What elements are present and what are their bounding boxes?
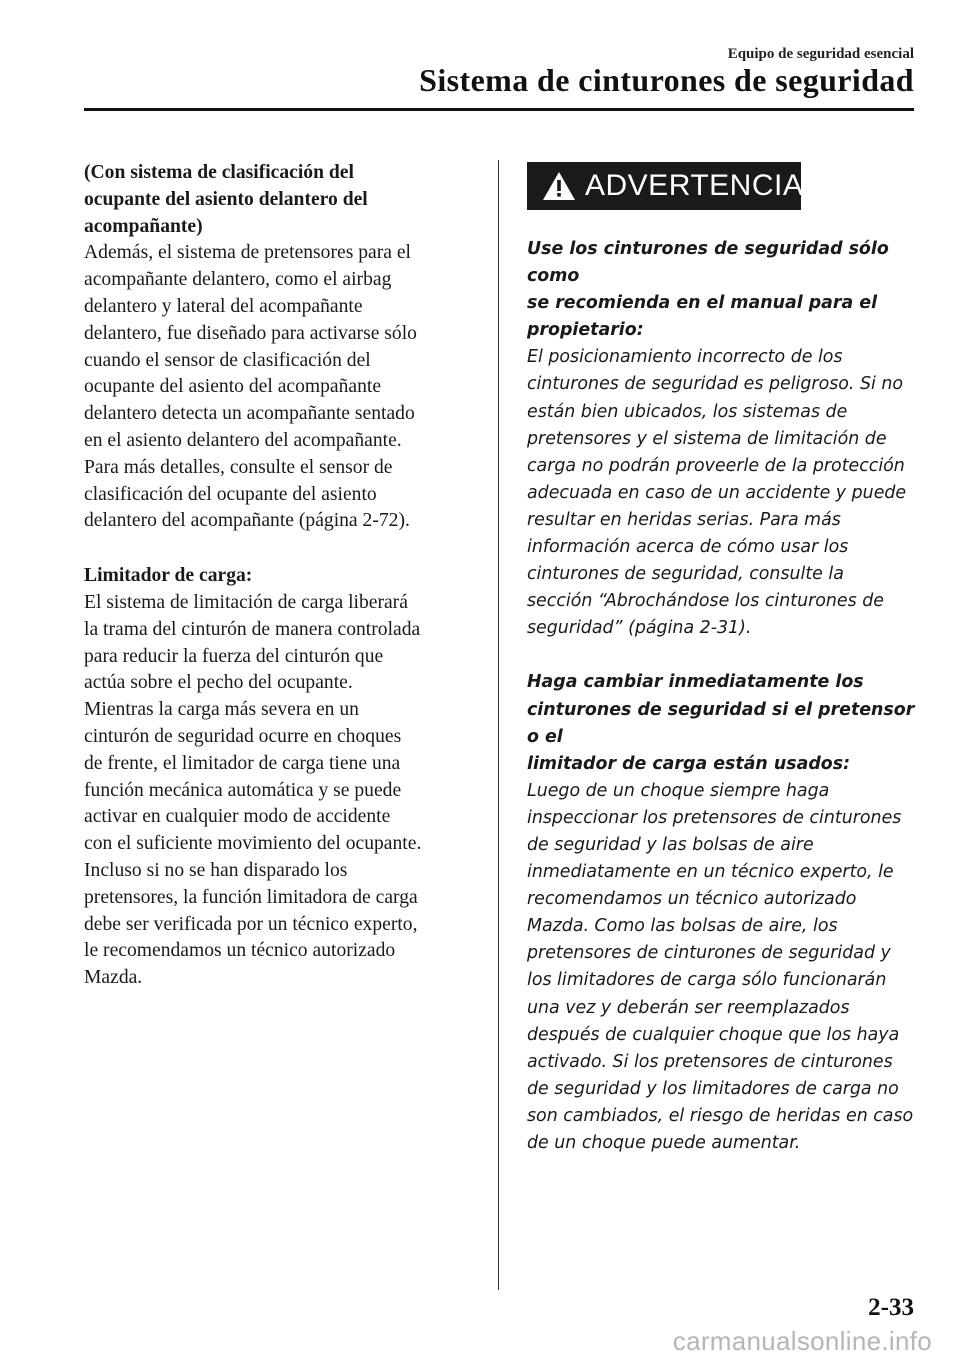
section-heading: Limitador de carga: [84, 565, 253, 587]
warning-text-line: cinturones de seguridad es peligroso. Si no [527, 374, 904, 395]
watermark: carmanualsonline.info [672, 1326, 932, 1356]
warning-text-line: recomendamos un técnico autorizado [527, 889, 857, 910]
body-text-line: le recomendamos un técnico autorizado [84, 940, 396, 962]
warning-heading-line: limitador de carga están usados: [527, 753, 851, 774]
warning-text-line: seguridad” (página 2-31). [527, 618, 752, 639]
warning-text-line: Mazda. Como las bolsas de aire, los [527, 916, 838, 937]
body-text-line: delantero detecta un acompañante sentado [84, 403, 415, 425]
body-text-line: cuando el sensor de clasificación del [84, 349, 371, 371]
body-text-line: Incluso si no se han disparado los [84, 859, 348, 881]
occupant-classification-section [84, 160, 479, 535]
warning-label: ADVERTENCIA [585, 169, 804, 202]
warning-text-line: Luego de un choque siempre haga [527, 780, 830, 801]
warning-text-line: pretensores y el sistema de limitación de [527, 428, 887, 449]
page-number: 2-33 [868, 1294, 914, 1321]
section-heading-line: (Con sistema de clasificación del [84, 162, 354, 183]
warning-text-line: resultar en heridas serias. Para más [527, 509, 841, 530]
page-title: Sistema de cinturones de seguridad [419, 62, 914, 98]
body-text-line: con el suficiente movimiento del ocupante. [84, 833, 422, 855]
body-text-line: delantero del acompañante (página 2-72). [84, 510, 410, 532]
body-text-line: pretensores, la función limitadora de carga [84, 886, 418, 908]
warning-heading-line: propietario: [527, 320, 644, 341]
warning-text-line: de seguridad y las bolsas de aire [527, 834, 814, 855]
body-text-line: para reducir la fuerza del cinturón que [84, 645, 384, 667]
body-text-line: activar en cualquier modo de accidente [84, 806, 391, 828]
warning-text-line: pretensores de cinturones de seguridad y [527, 943, 891, 964]
load-limiter-section [84, 563, 479, 992]
body-text-line: Para más detalles, consulte el sensor de [84, 456, 393, 478]
warning-heading-line: se recomienda en el manual para el [527, 293, 878, 314]
body-text-line: El sistema de limitación de carga liberará [84, 591, 408, 613]
warning-text-line: están bien ubicados, los sistemas de [527, 401, 848, 422]
body-text-line: de frente, el limitador de carga tiene una [84, 752, 401, 774]
body-text-line: ocupante del asiento del acompañante [84, 376, 382, 398]
warning-text-line: El posicionamiento incorrecto de los [527, 347, 843, 368]
warning-block-correct-use [527, 236, 922, 642]
column-divider [498, 160, 499, 1290]
body-text-line: actúa sobre el pecho del ocupante. [84, 672, 353, 694]
warning-heading-line: Use los cinturones de seguridad sólo como [527, 239, 889, 287]
body-text-line: acompañante delantero, como el airbag [84, 269, 392, 291]
body-text-line: la trama del cinturón de manera controlada [84, 618, 421, 640]
section-heading-line: acompañante) [84, 215, 203, 237]
warning-text-line: adecuada en caso de un accidente y puede [527, 482, 907, 503]
body-text-line: cinturón de seguridad ocurre en choques [84, 725, 402, 747]
warning-text-line: inspeccionar los pretensores de cinturones [527, 807, 902, 828]
header-section-label: Equipo de seguridad esencial [727, 46, 914, 62]
warning-text-line: una vez y deberán ser reemplazados [527, 997, 850, 1018]
header-divider [84, 108, 914, 111]
warning-text-line: de un choque puede aumentar. [527, 1133, 801, 1153]
warning-text-line: carga no podrán proveerle de la protección [527, 455, 905, 476]
body-text-line: Mazda. [84, 967, 143, 989]
warning-text-line: cinturones de seguridad, consulte la [527, 564, 844, 585]
left-column [84, 160, 479, 992]
warning-text-line: activado. Si los pretensores de cinturones [527, 1051, 893, 1072]
body-text-line: clasificación del ocupante del asiento [84, 483, 377, 505]
section-heading-line: ocupante del asiento delantero del [84, 188, 368, 210]
warning-text-line: información acerca de cómo usar los [527, 537, 849, 558]
body-text-line: delantero y lateral del acompañante [84, 295, 363, 317]
warning-banner [527, 162, 804, 210]
warning-triangle-icon [541, 170, 577, 202]
warning-text-line: después de cualquier choque que los haya [527, 1024, 900, 1045]
warning-block-replace [527, 669, 922, 1157]
body-text-line: Además, el sistema de pretensores para el [84, 242, 411, 264]
warning-text-line: son cambiados, el riesgo de heridas en caso [527, 1105, 914, 1126]
section-spacer [84, 535, 479, 563]
warning-spacer [527, 642, 922, 669]
body-text-line: función mecánica automática y se puede [84, 779, 402, 801]
warning-text-line: de seguridad y los limitadores de carga no [527, 1078, 899, 1099]
warning-text-line: inmediatamente en un técnico experto, le [527, 862, 894, 883]
warning-content [527, 236, 922, 1157]
body-text-line: delantero, fue diseñado para activarse sólo [84, 322, 417, 344]
body-text-line: debe ser verificada por un técnico experto, [84, 913, 418, 935]
warning-text-line: sección “Abrochándose los cinturones de [527, 591, 884, 612]
body-text-line: en el asiento delantero del acompañante. [84, 429, 402, 451]
body-text-line: Mientras la carga más severa en un [84, 699, 359, 721]
warning-heading-line: Haga cambiar inmediatamente los [527, 672, 864, 693]
warning-text-line: los limitadores de carga sólo funcionarán [527, 970, 887, 991]
warning-heading-line: cinturones de seguridad si el pretensor o el [527, 699, 915, 747]
